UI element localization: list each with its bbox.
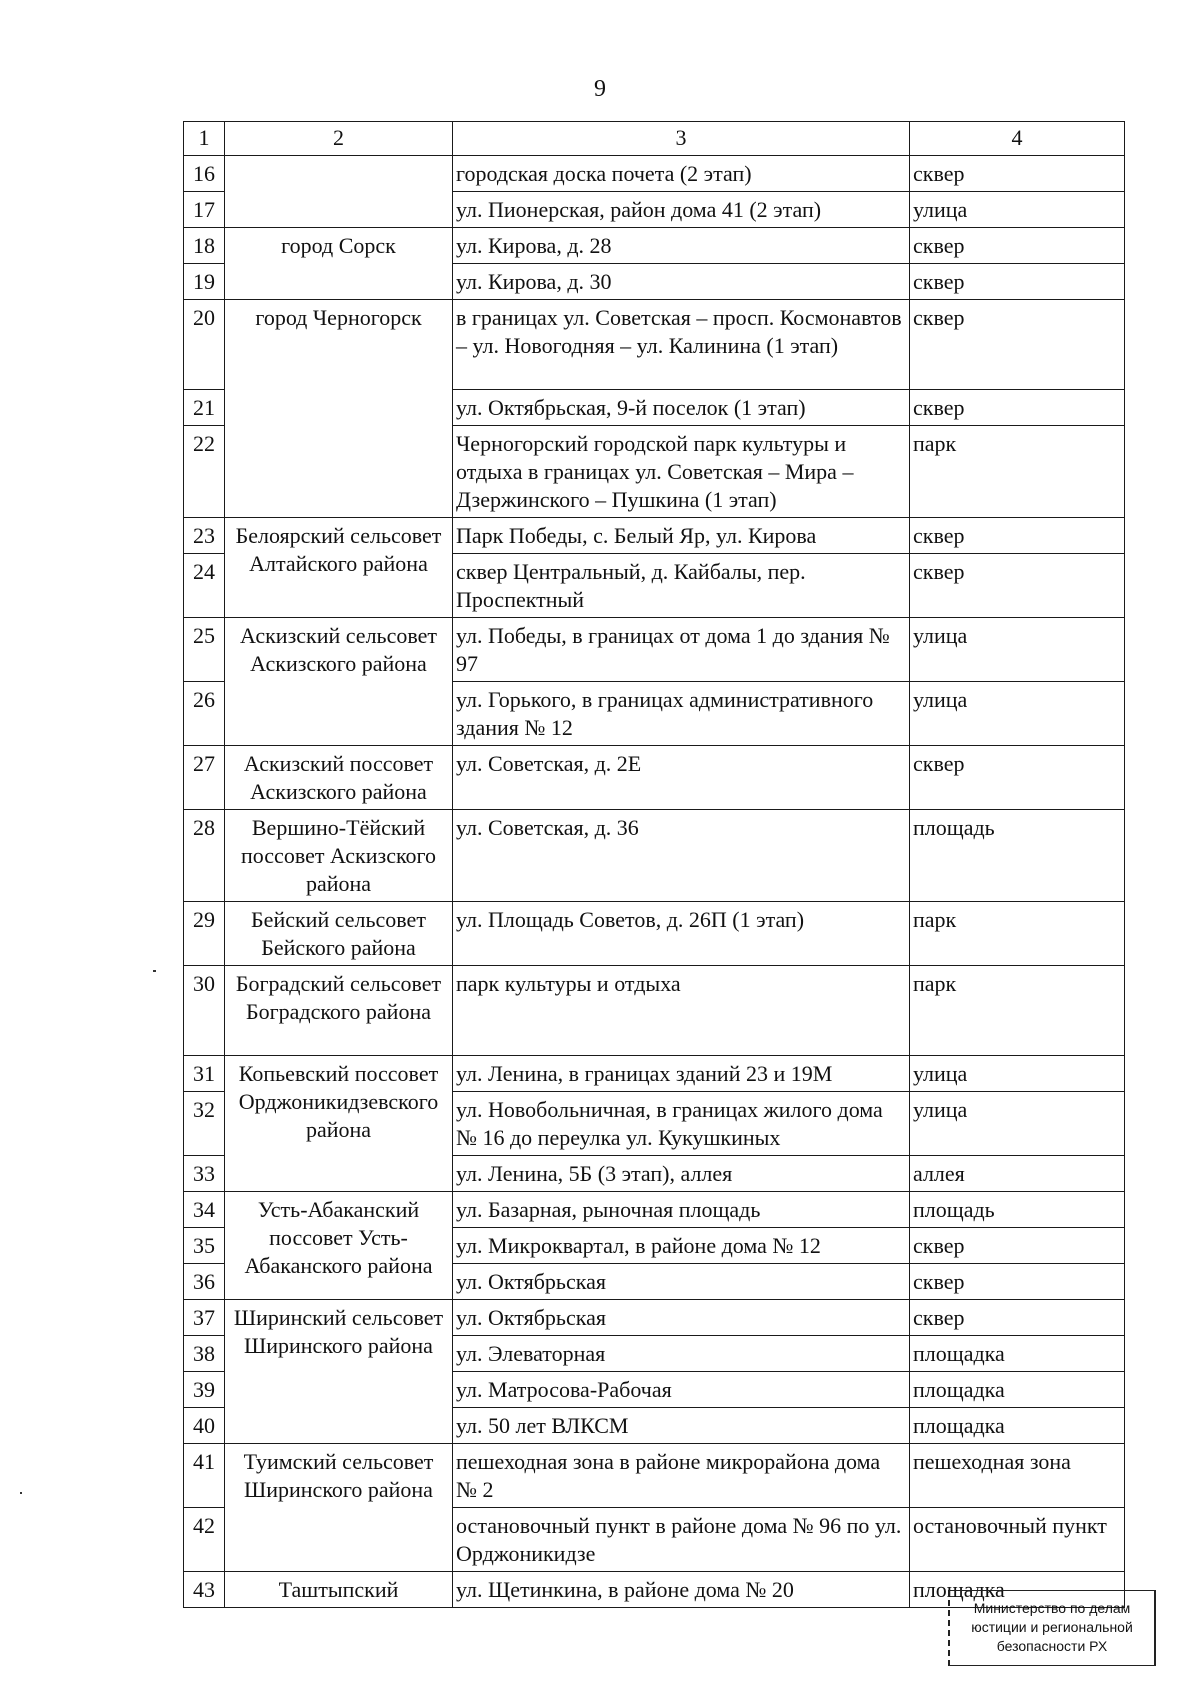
object-type: сквер: [910, 390, 1125, 426]
object-address: ул. Октябрьская, 9-й поселок (1 этап): [453, 390, 910, 426]
object-address: парк культуры и отдыха: [453, 966, 910, 1056]
municipality: Ширинский сельсовет Ширинского района: [225, 1300, 453, 1444]
object-address: ул. Пионерская, район дома 41 (2 этап): [453, 192, 910, 228]
object-address: сквер Центральный, д. Кайбалы, пер. Проспектный: [453, 554, 910, 618]
table-row: [184, 1444, 1125, 1508]
stamp-line: юстиции и региональной: [971, 1619, 1133, 1635]
table-row: [184, 618, 1125, 682]
row-number: 38: [184, 1336, 225, 1372]
ministry-stamp: [948, 1590, 1156, 1666]
object-address: городская доска почета (2 этап): [453, 156, 910, 192]
object-type: сквер: [910, 1264, 1125, 1300]
row-number: 25: [184, 618, 225, 682]
object-type: сквер: [910, 746, 1125, 810]
column-header-4: 4: [910, 122, 1125, 156]
object-type: сквер: [910, 264, 1125, 300]
row-number: 27: [184, 746, 225, 810]
municipality: Аскизский поссовет Аскизского района: [225, 746, 453, 810]
stamp-line: безопасности РХ: [996, 1638, 1108, 1654]
table-row: [184, 966, 1125, 1056]
object-address: ул. Щетинкина, в районе дома № 20: [453, 1572, 910, 1608]
page-number: 9: [594, 76, 606, 102]
object-address: ул. Октябрьская: [453, 1300, 910, 1336]
object-type: сквер: [910, 554, 1125, 618]
row-number: 34: [184, 1192, 225, 1228]
municipality: Вершино-Тёйский поссовет Аскизского района: [225, 810, 453, 902]
table-row: [184, 1300, 1125, 1336]
object-address: ул. Ленина, в границах зданий 23 и 19М: [453, 1056, 910, 1092]
municipality: Таштыпский: [225, 1572, 453, 1608]
row-number: 43: [184, 1572, 225, 1608]
object-address: ул. Микроквартал, в районе дома № 12: [453, 1228, 910, 1264]
object-type: аллея: [910, 1156, 1125, 1192]
object-type: сквер: [910, 518, 1125, 554]
table-row: [184, 518, 1125, 554]
registry-table: [183, 121, 1125, 1608]
object-address: ул. Советская, д. 36: [453, 810, 910, 902]
row-number: 18: [184, 228, 225, 264]
stamp-line: Министерство по делам: [973, 1600, 1131, 1616]
object-address: остановочный пункт в районе дома № 96 по ул. Орджоникидзе: [453, 1508, 910, 1572]
row-number: 22: [184, 426, 225, 518]
row-number: 30: [184, 966, 225, 1056]
municipality: Усть-Абаканский поссовет Усть-Абаканского района: [225, 1192, 453, 1300]
object-address: пешеходная зона в районе микрорайона дома № 2: [453, 1444, 910, 1508]
object-address: ул. Советская, д. 2Е: [453, 746, 910, 810]
row-number: 33: [184, 1156, 225, 1192]
row-number: 23: [184, 518, 225, 554]
municipality: город Черногорск: [225, 300, 453, 518]
object-address: ул. Базарная, рыночная площадь: [453, 1192, 910, 1228]
row-number: 39: [184, 1372, 225, 1408]
object-type: улица: [910, 192, 1125, 228]
column-header-1: 1: [184, 122, 225, 156]
row-number: 16: [184, 156, 225, 192]
object-type: сквер: [910, 300, 1125, 390]
object-address: ул. Победы, в границах от дома 1 до здания № 97: [453, 618, 910, 682]
scan-speck: [153, 970, 156, 972]
row-number: 36: [184, 1264, 225, 1300]
municipality: Боградский сельсовет Боградского района: [225, 966, 453, 1056]
row-number: 37: [184, 1300, 225, 1336]
object-address: ул. Кирова, д. 28: [453, 228, 910, 264]
object-type: площадка: [910, 1408, 1125, 1444]
municipality-cell-empty: [225, 156, 453, 228]
object-type: площадь: [910, 810, 1125, 902]
object-address: Парк Победы, с. Белый Яр, ул. Кирова: [453, 518, 910, 554]
object-type: сквер: [910, 1300, 1125, 1336]
object-address: в границах ул. Советская – просп. Космонавтов – ул. Новогодняя – ул. Калинина (1 этап): [453, 300, 910, 390]
municipality: Туимский сельсовет Ширинского района: [225, 1444, 453, 1572]
municipality: Белоярский сельсовет Алтайского района: [225, 518, 453, 618]
object-type: остановочный пункт: [910, 1508, 1125, 1572]
row-number: 24: [184, 554, 225, 618]
scan-speck: [20, 1492, 22, 1494]
table-row: [184, 228, 1125, 264]
object-address: ул. Ленина, 5Б (3 этап), аллея: [453, 1156, 910, 1192]
object-type: сквер: [910, 228, 1125, 264]
object-address: ул. Матросова-Рабочая: [453, 1372, 910, 1408]
object-address: ул. Новобольничная, в границах жилого дома № 16 до переулка ул. Кукушкиных: [453, 1092, 910, 1156]
object-type: улица: [910, 1092, 1125, 1156]
row-number: 26: [184, 682, 225, 746]
row-number: 21: [184, 390, 225, 426]
object-address: ул. Площадь Советов, д. 26П (1 этап): [453, 902, 910, 966]
object-type: площадка: [910, 1336, 1125, 1372]
table-row: [184, 902, 1125, 966]
row-number: 42: [184, 1508, 225, 1572]
object-type: улица: [910, 618, 1125, 682]
object-type: парк: [910, 966, 1125, 1056]
object-type: улица: [910, 682, 1125, 746]
row-number: 35: [184, 1228, 225, 1264]
row-number: 17: [184, 192, 225, 228]
row-number: 29: [184, 902, 225, 966]
object-type: площадь: [910, 1192, 1125, 1228]
table-row: [184, 810, 1125, 902]
table-row: [184, 156, 1125, 192]
object-type: площадка: [910, 1572, 1125, 1608]
object-type: сквер: [910, 1228, 1125, 1264]
object-address: ул. Горького, в границах административного здания № 12: [453, 682, 910, 746]
object-type: парк: [910, 902, 1125, 966]
object-type: сквер: [910, 156, 1125, 192]
row-number: 31: [184, 1056, 225, 1092]
municipality: Бейский сельсовет Бейского района: [225, 902, 453, 966]
municipality: город Сорск: [225, 228, 453, 300]
column-header-2: 2: [225, 122, 453, 156]
table-row: [184, 300, 1125, 390]
row-number: 41: [184, 1444, 225, 1508]
row-number: 28: [184, 810, 225, 902]
row-number: 32: [184, 1092, 225, 1156]
object-type: парк: [910, 426, 1125, 518]
object-address: Черногорский городской парк культуры и отдыха в границах ул. Советская – Мира – Дзержинского – Пушкина (1 этап): [453, 426, 910, 518]
table-row: [184, 746, 1125, 810]
object-type: улица: [910, 1056, 1125, 1092]
row-number: 20: [184, 300, 225, 390]
object-address: ул. Октябрьская: [453, 1264, 910, 1300]
table-row: [184, 1056, 1125, 1092]
table-header-row: [184, 122, 1125, 156]
table-row: [184, 1192, 1125, 1228]
row-number: 19: [184, 264, 225, 300]
object-type: площадка: [910, 1372, 1125, 1408]
object-address: ул. Элеваторная: [453, 1336, 910, 1372]
object-address: ул. 50 лет ВЛКСМ: [453, 1408, 910, 1444]
row-number: 40: [184, 1408, 225, 1444]
object-type: пешеходная зона: [910, 1444, 1125, 1508]
municipality: Копьевский поссовет Орджоникидзевского района: [225, 1056, 453, 1192]
municipality: Аскизский сельсовет Аскизского района: [225, 618, 453, 746]
object-address: ул. Кирова, д. 30: [453, 264, 910, 300]
column-header-3: 3: [453, 122, 910, 156]
